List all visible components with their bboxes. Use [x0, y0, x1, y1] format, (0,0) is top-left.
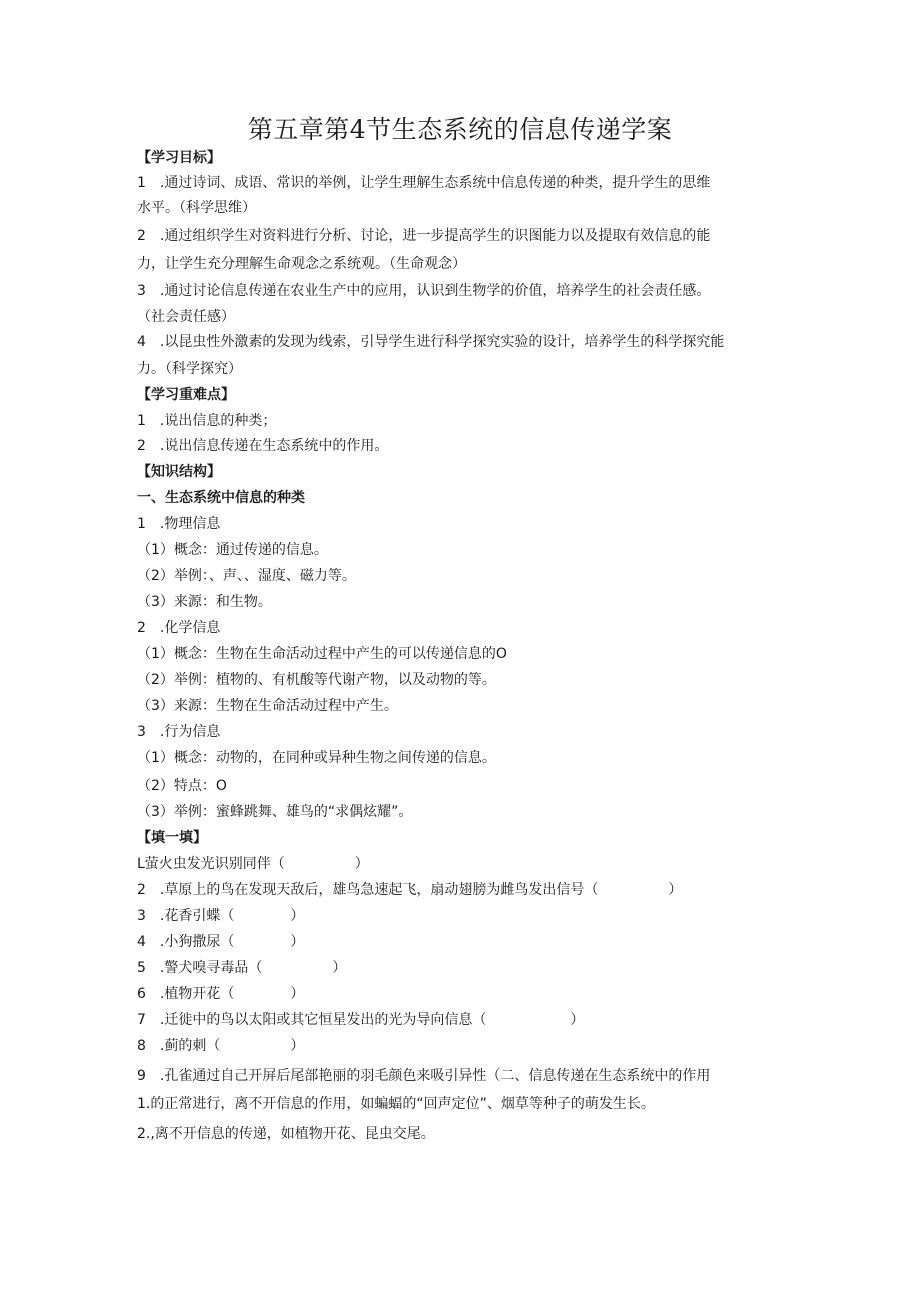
chemical-info-concept: （1）概念：生物在生命活动过程中产生的可以传递信息的O: [137, 646, 507, 662]
objective-3-line-1: 3 .通过讨论信息传递在农业生产中的应用，认识到生物学的价值，培养学生的社会责任感。: [137, 283, 711, 299]
key-point-2: 2 .说出信息传递在生态系统中的作用。: [137, 438, 389, 454]
physical-info-heading: 1 .物理信息: [137, 516, 221, 532]
fill-item-9-and-section-two-heading: 9 .孔雀通过自己开屏后尾部艳丽的羽毛颜色来吸引异性（二、信息传递在生态系统中的作用: [137, 1068, 711, 1084]
physical-info-concept: （1）概念：通过传递的信息。: [137, 542, 328, 558]
physical-info-source: （3）来源：和生物。: [137, 594, 272, 610]
fill-item-2: 2 .草原上的鸟在发现天敌后，雄鸟急速起飞，扇动翅膀为雌鸟发出信号（ ）: [137, 882, 683, 898]
page-title: 第五章第4节生态系统的信息传递学案: [247, 115, 673, 144]
physical-info-examples: （2）举例：、声、、湿度、磁力等。: [137, 568, 356, 584]
behavior-info-concept: （1）概念：动物的，在同种或异种生物之间传递的信息。: [137, 750, 496, 766]
role-item-2: 2.,离不开信息的传递，如植物开花、昆虫交尾。: [137, 1126, 435, 1142]
fill-item-4: 4 .小狗撒尿（ ）: [137, 934, 305, 950]
objective-3-line-2: （社会责任感）: [137, 309, 235, 325]
fill-item-5: 5 .警犬嗅寻毒品（ ）: [137, 960, 347, 976]
objective-1-line-2: 水平。（科学思维）: [137, 200, 256, 216]
objective-4-line-1: 4 .以昆虫性外激素的发现为线索，引导学生进行科学探究实验的设计，培养学生的科学探究能: [137, 334, 725, 350]
fill-item-3: 3 .花香引蝶（ ）: [137, 908, 305, 924]
fill-item-7: 7 .迁徙中的鸟以太阳或其它恒星发出的光为导向信息（ ）: [137, 1012, 585, 1028]
chemical-info-heading: 2 .化学信息: [137, 620, 221, 636]
objective-1-line-1: 1 .通过诗词、成语、常识的举例，让学生理解生态系统中信息传递的种类，提升学生的思维: [137, 175, 711, 191]
chemical-info-source: （3）来源：生物在生命活动过程中产生。: [137, 698, 398, 714]
key-point-1: 1 .说出信息的种类；: [137, 413, 277, 429]
fill-item-8: 8 .蓟的刺（ ）: [137, 1038, 305, 1054]
role-item-1: 1.的正常进行，离不开信息的作用，如蝙蝠的“回声定位”、烟草等种子的萌发生长。: [137, 1096, 655, 1112]
behavior-info-feature: （2）特点：O: [137, 778, 227, 794]
section-heading-objectives: 【学习目标】: [137, 150, 221, 166]
objective-2-line-2: 力，让学生充分理解生命观念之系统观。（生命观念）: [137, 256, 466, 272]
fill-item-6: 6 .植物开花（ ）: [137, 986, 305, 1002]
objective-2-line-1: 2 .通过组织学生对资料进行分析、讨论，进一步提高学生的识图能力以及提取有效信息的能: [137, 228, 711, 244]
chemical-info-examples: （2）举例：植物的、有机酸等代谢产物，以及动物的等。: [137, 672, 496, 688]
behavior-info-heading: 3 .行为信息: [137, 724, 221, 740]
objective-4-line-2: 力。（科学探究）: [137, 361, 242, 377]
behavior-info-examples: （3）举例：蜜蜂跳舞、雄鸟的“求偶炫耀”。: [137, 804, 413, 820]
fill-item-1: L萤火虫发光识别同伴（ ）: [137, 856, 369, 872]
section-heading-fill-in: 【填一填】: [137, 830, 207, 846]
section-heading-key-points: 【学习重难点】: [137, 387, 235, 403]
section-heading-knowledge: 【知识结构】: [137, 464, 221, 480]
subsection-heading-info-types: 一、生态系统中信息的种类: [137, 490, 305, 506]
